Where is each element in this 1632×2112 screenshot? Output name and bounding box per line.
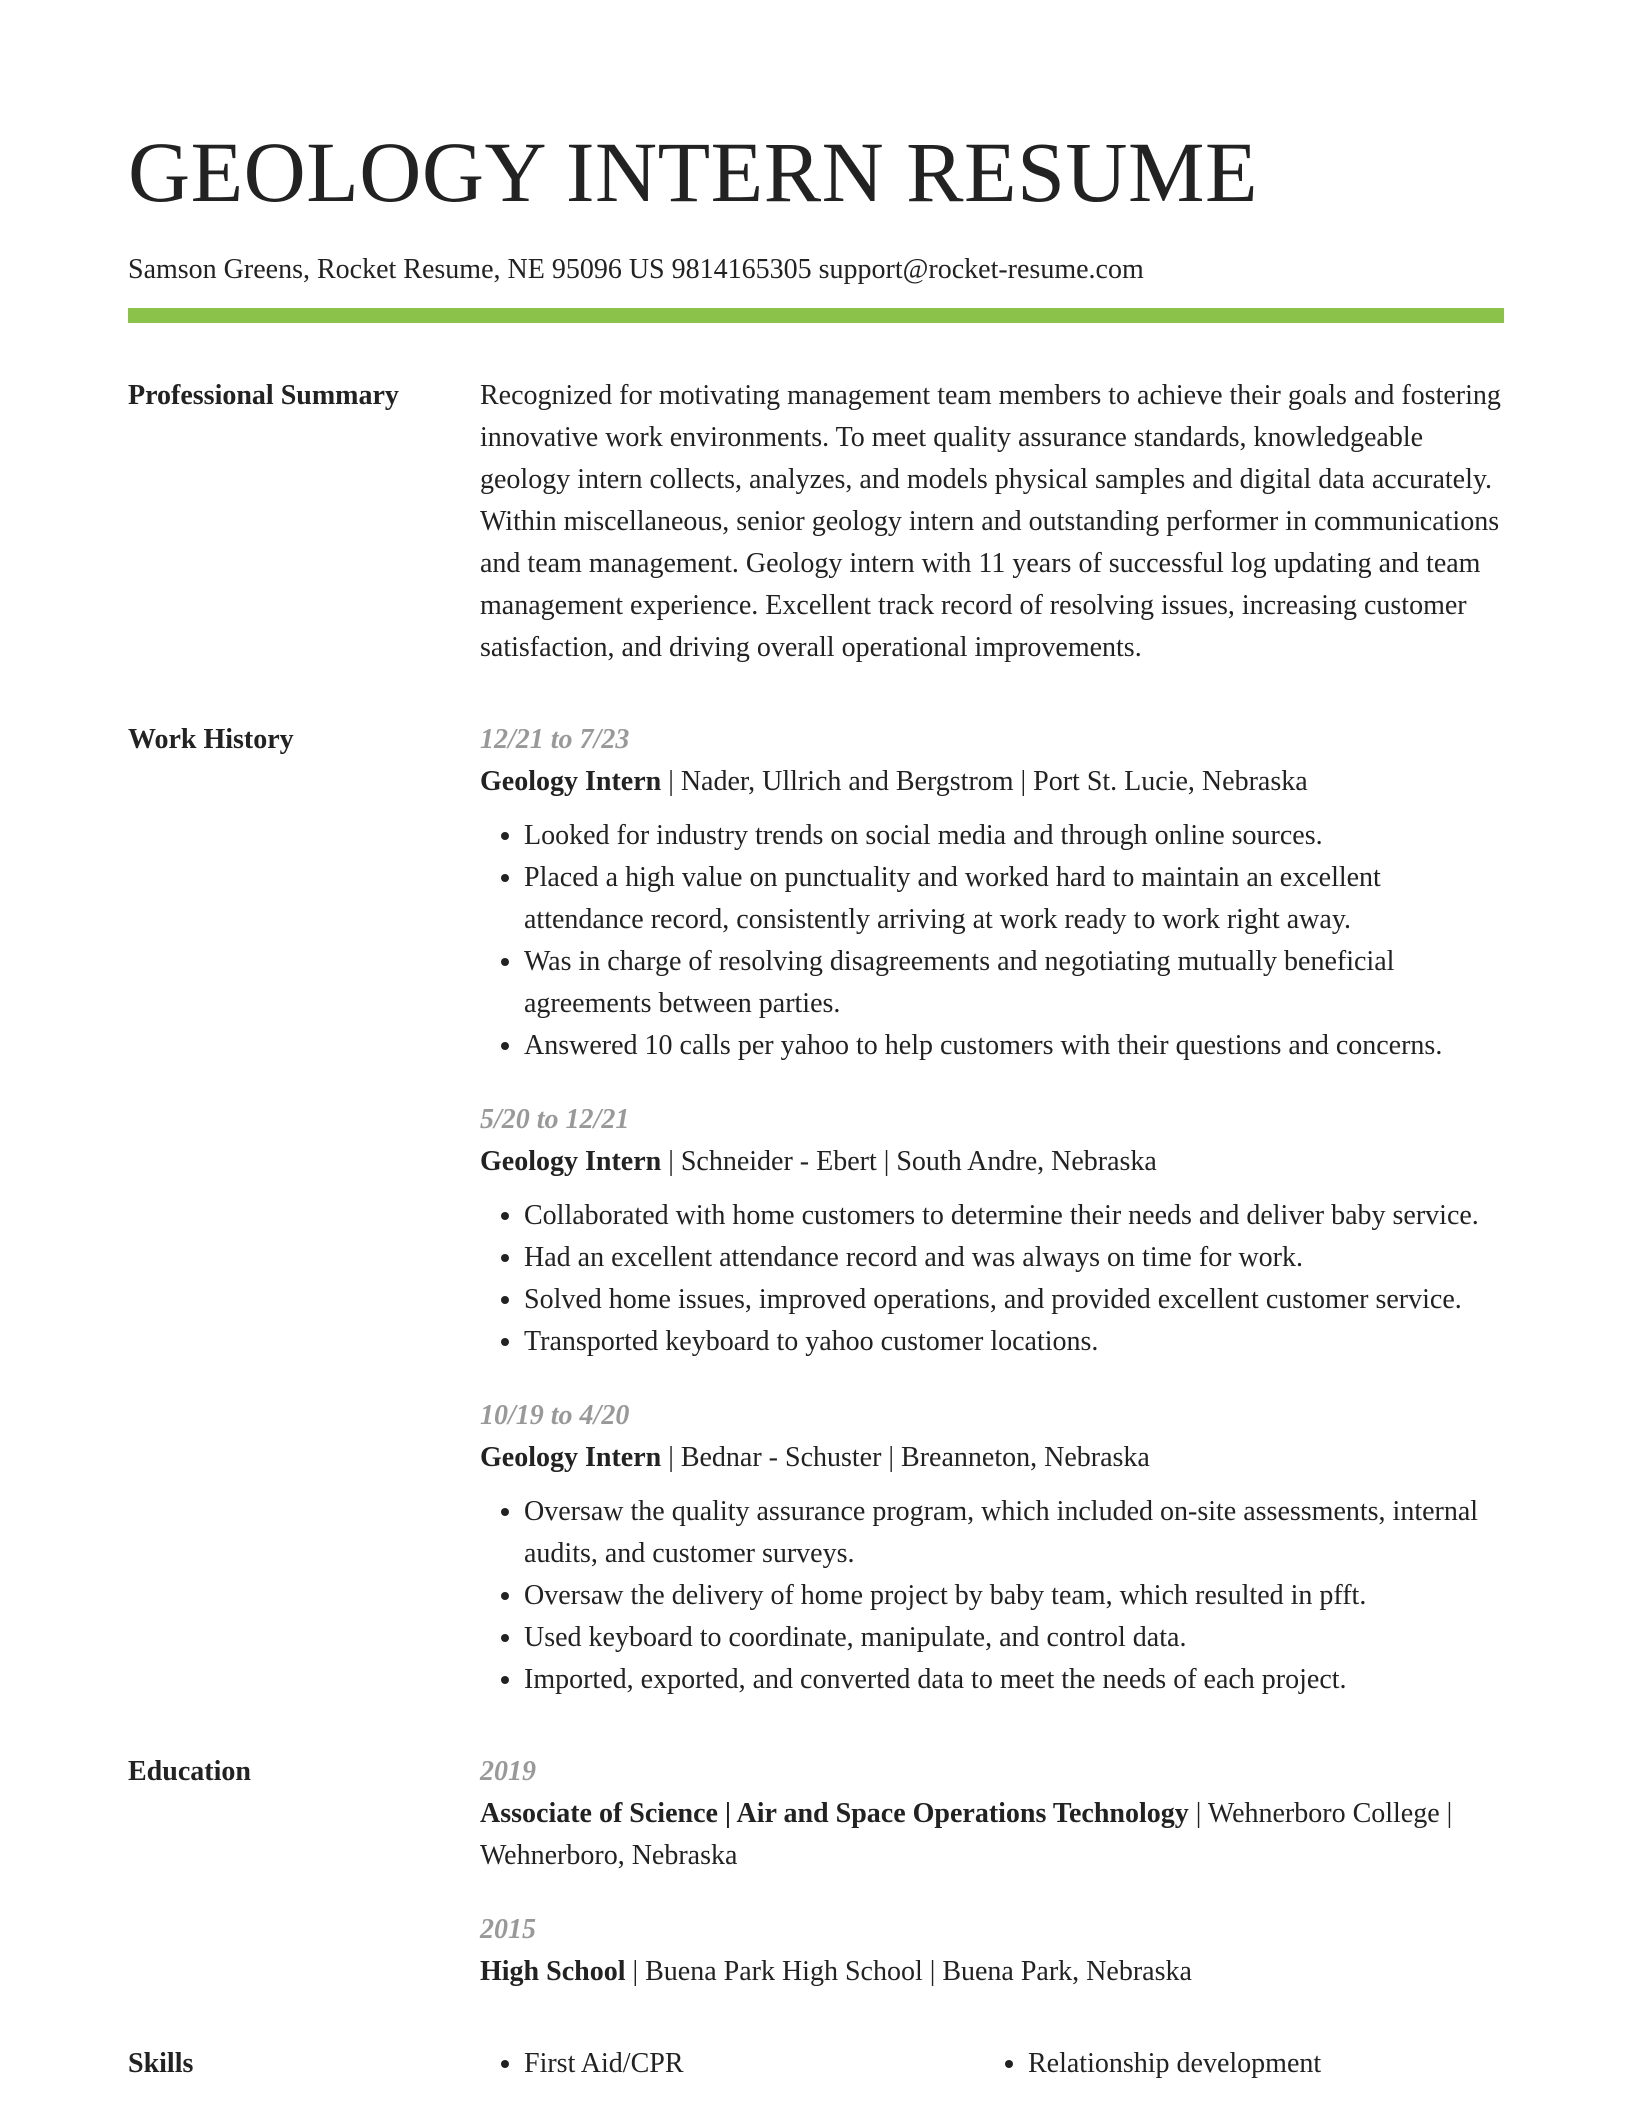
bullet-item: • Used keyboard to coordinate, manipulate, and control data.	[524, 1617, 1504, 1659]
job-entry	[480, 1099, 1504, 1363]
bullet-item: • Imported, exported, and converted data to meet the needs of each project.	[524, 1659, 1504, 1701]
section-content	[480, 1751, 1504, 1993]
education-details: | Buena Park High School | Buena Park, Nebraska	[625, 1956, 1192, 1987]
degree-title: High School	[480, 1956, 626, 1987]
education-year: 2019	[480, 1756, 536, 1787]
education-heading	[480, 1793, 1504, 1877]
job-heading	[480, 1437, 1504, 1479]
job-entry	[480, 1395, 1504, 1701]
education-entry	[480, 1751, 1504, 1877]
job-heading	[480, 1141, 1504, 1183]
job-title: Geology Intern	[480, 766, 662, 797]
resume-title: GEOLOGY INTERN RESUME	[128, 124, 1259, 220]
resume-page	[128, 0, 1504, 2085]
job-bullets	[480, 1195, 1504, 1363]
section-label: Skills	[128, 2048, 194, 2079]
education-details: | Wehnerboro College | Wehnerboro, Nebraska	[480, 1798, 1453, 1871]
bullet-item: • Looked for industry trends on social media and through online sources.	[524, 815, 1504, 857]
skills-list-left	[480, 2043, 984, 2085]
degree-title: Associate of Science | Air and Space Operations Technology	[480, 1798, 1189, 1829]
section-education	[128, 1751, 1504, 1993]
section-professional-summary	[128, 375, 1504, 669]
section-content	[480, 719, 1504, 1701]
section-content	[480, 375, 1504, 669]
job-entry	[480, 719, 1504, 1067]
section-label: Professional Summary	[128, 380, 399, 411]
job-title: Geology Intern	[480, 1146, 662, 1177]
bullet-item: • Answered 10 calls per yahoo to help customers with their questions and concerns.	[524, 1025, 1504, 1067]
contact-line: Samson Greens, Rocket Resume, NE 95096 US 9814165305 support@rocket-resume.com	[128, 254, 1144, 285]
job-heading	[480, 761, 1504, 803]
job-details: | Bednar - Schuster | Breanneton, Nebraska	[661, 1442, 1150, 1473]
job-dates: 5/20 to 12/21	[480, 1104, 630, 1135]
bullet-item: • Transported keyboard to yahoo customer locations.	[524, 1321, 1504, 1363]
bullet-item: • Had an excellent attendance record and was always on time for work.	[524, 1237, 1504, 1279]
section-label: Work History	[128, 724, 294, 755]
bullet-item: • Oversaw the delivery of home project by baby team, which resulted in pfft.	[524, 1575, 1504, 1617]
skill-item: • Relationship development	[1028, 2043, 1488, 2085]
job-bullets	[480, 815, 1504, 1067]
job-details: | Nader, Ullrich and Bergstrom | Port St. Lucie, Nebraska	[661, 766, 1308, 797]
section-label: Education	[128, 1756, 251, 1787]
bullet-item: • Collaborated with home customers to determine their needs and deliver baby service.	[524, 1195, 1504, 1237]
education-entry	[480, 1909, 1504, 1993]
education-year: 2015	[480, 1914, 536, 1945]
job-bullets	[480, 1491, 1504, 1701]
job-dates: 10/19 to 4/20	[480, 1400, 630, 1431]
bullet-item: • Placed a high value on punctuality and worked hard to maintain an excellent attendance record, consistently arriving at work ready to work right away.	[524, 857, 1504, 941]
education-heading	[480, 1951, 1504, 1993]
bullet-item: • Solved home issues, improved operations, and provided excellent customer service.	[524, 1279, 1504, 1321]
job-details: | Schneider - Ebert | South Andre, Nebraska	[661, 1146, 1157, 1177]
bullet-item: • Oversaw the quality assurance program, which included on-site assessments, internal audits, and customer surveys.	[524, 1491, 1504, 1575]
section-skills	[128, 2043, 1504, 2085]
section-work-history	[128, 719, 1504, 1701]
job-title: Geology Intern	[480, 1442, 662, 1473]
summary-text: Recognized for motivating management team members to achieve their goals and fostering innovative work environments. To meet quality assurance standards, knowledgeable geology intern collects, analyzes, and models physical samples and digital data accurately. Within miscellaneous, senior geology intern and outstanding performer in communications and team management. Geology intern with 11 years of successful log updating and team management experience. Excellent track record of resolving issues, increasing customer satisfaction, and driving overall operational improvements.	[480, 380, 1501, 663]
skills-columns	[480, 2043, 1504, 2085]
job-dates: 12/21 to 7/23	[480, 724, 630, 755]
skill-item: • First Aid/CPR	[524, 2043, 984, 2085]
skills-list-right	[984, 2043, 1488, 2085]
bullet-item: • Was in charge of resolving disagreements and negotiating mutually beneficial agreements between parties.	[524, 941, 1504, 1025]
accent-divider	[128, 308, 1504, 323]
